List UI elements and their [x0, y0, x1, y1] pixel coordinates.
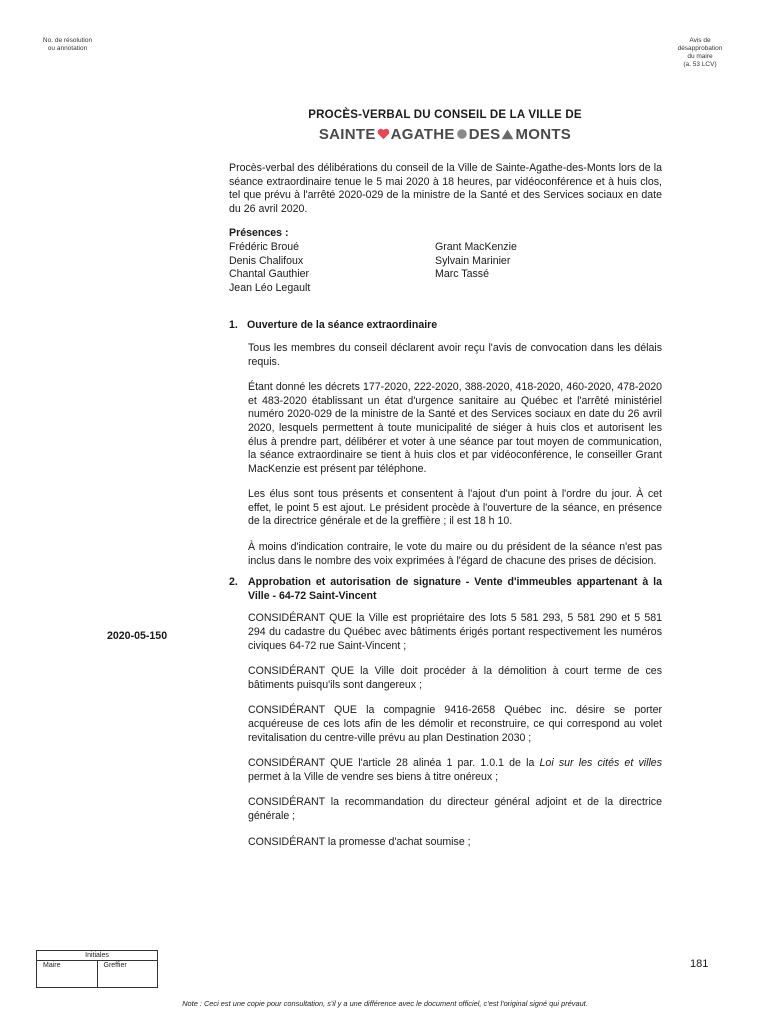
- presences-label: Présences :: [229, 227, 289, 240]
- member-name: Chantal Gauthier: [229, 268, 310, 281]
- member-name: Frédéric Broué: [229, 240, 300, 253]
- paragraph: [248, 757, 662, 784]
- section-1-content: [229, 342, 662, 568]
- resolution-number: 2020-05-150: [107, 630, 168, 642]
- resolution-header-line: No. de résolution: [42, 37, 93, 44]
- paragraph-text: CONSIDÉRANT QUE l'article 28 alinéa 1 par. 1.0.1 de la: [248, 757, 540, 770]
- paragraph: CONSIDÉRANT la promesse d'achat soumise ;: [248, 835, 471, 848]
- city-logo: [260, 124, 630, 144]
- presences-left-column: [229, 241, 435, 295]
- member-name: Jean Léo Legault: [229, 281, 311, 294]
- logo-word: DES: [468, 125, 501, 143]
- resolution-header-line: ou annotation: [47, 45, 88, 52]
- document-title: PROCÈS-VERBAL DU CONSEIL DE LA VILLE DE: [308, 109, 582, 121]
- disapproval-header-line: du maire: [687, 53, 713, 60]
- disapproval-column-header: [660, 37, 740, 69]
- circle-icon: [456, 128, 468, 140]
- heart-icon: [377, 128, 390, 140]
- initials-box: [36, 950, 158, 988]
- initials-mayor-cell: Maire: [43, 962, 61, 969]
- paragraph: Étant donné les décrets 177-2020, 222-2020, 388-2020, 418-2020, 460-2020, 478-2020 et 483-2020 établissant un état d'urgence sanitaire au Québec et l'arrêté ministériel numéro 2020-029 de la ministre de la Santé et des Services sociaux en date du 26 avril 2020, lesquels permettent à toute municipalité de siéger à huis clos et autorisent les élus à prendre part, délibérer et voter à une séance par tout moyen de communication, la séance extraordinaire se tient à huis clos et par vidéoconférence, le conseiller Grant MacKenzie est présent par téléphone.: [248, 381, 662, 475]
- paragraph: À moins d'indication contraire, le vote du maire ou du président de la séance n'est pas inclus dans le nombre des voix exprimées à l'égard de chacune des prises de décision.: [248, 541, 662, 567]
- section-2-heading: [229, 576, 662, 603]
- member-name: Sylvain Marinier: [435, 254, 511, 267]
- paragraph-text: permet à la Ville de vendre ses biens à titre onéreux ;: [248, 770, 499, 783]
- paragraph: CONSIDÉRANT QUE la compagnie 9416-2658 Québec inc. désire se porter acquéreuse de ces lots afin de les démolir et reconstruire, ce qui correspond au volet revitalisation du centre-ville prévu au plan Destination 2030 ;: [248, 704, 662, 744]
- page-number: 181: [690, 958, 709, 970]
- disapproval-header-line: désapprobation: [677, 45, 723, 52]
- intro-paragraph: Procès-verbal des délibérations du conseil de la Ville de Sainte-Agathe-des-Monts lors de la séance extraordinaire tenue le 5 mai 2020 à 18 heures, par vidéoconférence et à huis clos, tel que prévu à l'arrêté 2020-029 de la ministre de la Santé et des Services sociaux en date du 26 avril 2020.: [229, 162, 662, 215]
- presences-right-column: [435, 241, 641, 295]
- footer-note: Note : Ceci est une copie pour consultation, s'il y a une différence avec le document officiel, c'est l'original signé qui prévaut.: [182, 999, 588, 1008]
- presences-list: [229, 241, 662, 295]
- paragraph: CONSIDÉRANT QUE la Ville doit procéder à la démolition à court terme de ces bâtiments puisqu'ils sont dangereux ;: [248, 665, 662, 691]
- section-title: Ouverture de la séance extraordinaire: [247, 319, 438, 332]
- disapproval-header-line: Avis de: [689, 37, 711, 44]
- mountain-icon: [501, 128, 514, 140]
- logo-word: MONTS: [515, 125, 572, 143]
- member-name: Marc Tassé: [435, 268, 489, 281]
- resolution-column-header: [20, 37, 115, 53]
- disapproval-header-line: (a. 53 LCV): [683, 61, 717, 68]
- section-2-content: [229, 612, 662, 849]
- initials-row: [37, 961, 157, 987]
- paragraph: CONSIDÉRANT QUE la Ville est propriétaire des lots 5 581 293, 5 581 290 et 5 581 294 du cadastre du Québec avec bâtiments érigés portant respectivement les numéros civiques 64-72 rue Saint-Vincent ;: [248, 612, 662, 652]
- logo-word: SAINTE: [318, 125, 376, 143]
- paragraph: Les élus sont tous présents et consentent à l'ajout d'un point à l'ordre du jour. À cet effet, le point 5 est ajout. Le président procède à l'ouverture de la séance, en présence de la directrice générale et de la greffière ; il est 18 h 10.: [248, 488, 662, 528]
- initials-clerk-cell: Greffier: [97, 961, 158, 987]
- member-name: Denis Chalifoux: [229, 254, 304, 267]
- member-name: Grant MacKenzie: [435, 240, 517, 253]
- paragraph: Tous les membres du conseil déclarent avoir reçu l'avis de convocation dans les délais requis.: [248, 341, 662, 368]
- initials-label: Initiales: [37, 951, 157, 961]
- section-number: 2.: [229, 576, 238, 589]
- law-title: Loi sur les cités et villes: [539, 757, 662, 770]
- minutes-body: [229, 162, 662, 861]
- section-1-heading: [229, 319, 662, 333]
- logo-word: AGATHE: [390, 125, 455, 143]
- paragraph: CONSIDÉRANT la recommandation du directeur général adjoint et de la directrice générale ;: [248, 796, 662, 822]
- section-title: Approbation et autorisation de signature - Vente d'immeubles appartenant à la Ville - 64-72 Saint-Vincent: [248, 576, 662, 602]
- section-number: 1.: [229, 319, 238, 332]
